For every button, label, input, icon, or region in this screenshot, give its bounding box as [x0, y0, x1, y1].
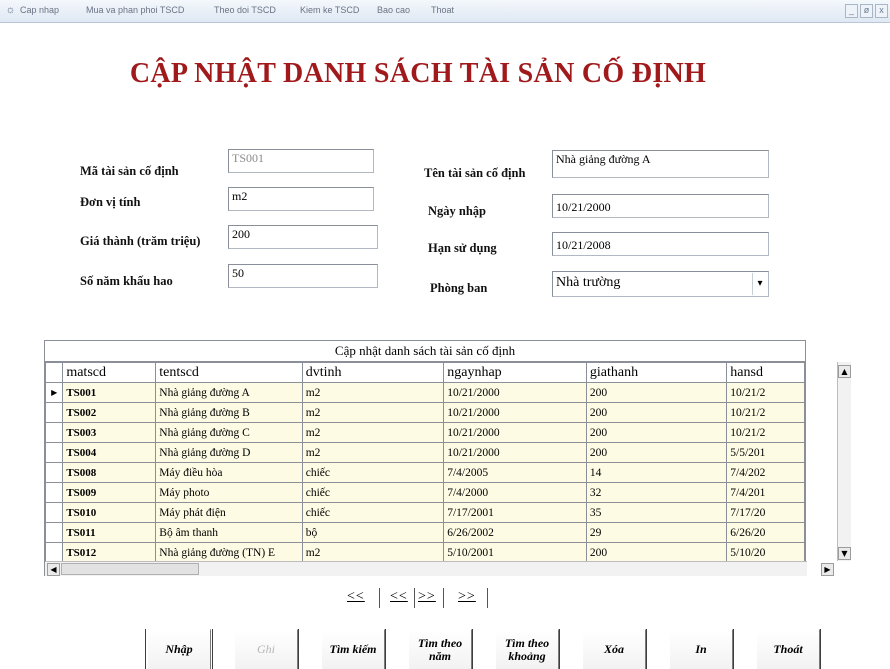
tim-theo-nam-button[interactable]: Tìm theo năm	[408, 629, 472, 669]
cell-tentscd[interactable]: Bộ âm thanh	[156, 523, 302, 543]
cell-matscd[interactable]: TS003	[63, 423, 156, 443]
menu-bar	[0, 0, 890, 23]
button-divider	[820, 629, 821, 669]
column-header-tentscd[interactable]: tentscd	[156, 363, 302, 383]
button-divider	[733, 629, 734, 669]
vertical-scrollbar[interactable]	[837, 362, 851, 561]
horizontal-scrollbar[interactable]	[45, 561, 831, 576]
scroll-thumb[interactable]	[61, 563, 199, 575]
column-header-hansd[interactable]: hansd	[727, 363, 805, 383]
cell-giathanh[interactable]: 200	[586, 543, 726, 563]
thoat-button[interactable]: Thoát	[756, 629, 820, 669]
column-header-matscd[interactable]: matscd	[63, 363, 156, 383]
row-selector[interactable]	[46, 423, 63, 443]
cell-giathanh[interactable]: 32	[586, 483, 726, 503]
last-record-button[interactable]: >>	[458, 589, 476, 604]
table-row[interactable]	[46, 463, 805, 483]
menu-thoat[interactable]: Thoat	[431, 5, 455, 15]
cell-hansd[interactable]: 10/21/2	[727, 383, 805, 403]
cell-hansd[interactable]: 7/4/202	[727, 463, 805, 483]
ngay-nhap-field[interactable]: 10/21/2000	[552, 194, 769, 218]
table-row[interactable]	[46, 443, 805, 463]
don-vi-tinh-label: Đơn vị tính	[80, 195, 141, 209]
cell-giathanh[interactable]: 29	[586, 523, 726, 543]
nav-separator	[443, 588, 444, 608]
assets-grid	[44, 340, 848, 576]
gia-thanh-field[interactable]: 200	[228, 225, 378, 249]
menu-bao-cao[interactable]: Bao cao	[377, 5, 411, 15]
prev-record-button[interactable]: <<	[390, 589, 408, 604]
row-selector[interactable]	[46, 523, 63, 543]
cell-giathanh[interactable]: 200	[586, 443, 726, 463]
ma-tai-san-field[interactable]: TS001	[228, 149, 374, 173]
cell-tentscd[interactable]: Nhà giảng đường B	[156, 403, 302, 423]
table-row[interactable]	[46, 503, 805, 523]
restore-button[interactable]: ø	[860, 4, 873, 18]
column-header-dvtinh[interactable]: dvtinh	[302, 363, 444, 383]
cell-ngaynhap[interactable]: 7/4/2000	[444, 483, 587, 503]
close-button[interactable]: x	[875, 4, 888, 18]
table-row[interactable]	[46, 483, 805, 503]
table-row[interactable]	[46, 403, 805, 423]
button-divider	[646, 629, 647, 669]
assets-table	[45, 362, 805, 563]
cell-giathanh[interactable]: 200	[586, 383, 726, 403]
menu-mua-va-phan-phoi[interactable]: Mua va phan phoi TSCD	[86, 5, 185, 15]
nhap-button[interactable]: Nhập	[147, 629, 211, 669]
cell-hansd[interactable]: 7/17/20	[727, 503, 805, 523]
cell-dvtinh[interactable]: m2	[302, 383, 444, 403]
cell-giathanh[interactable]: 35	[586, 503, 726, 523]
scroll-up-icon[interactable]: ▲	[838, 365, 851, 378]
cell-matscd[interactable]: TS011	[63, 523, 156, 543]
cell-tentscd[interactable]: Nhà giảng đường C	[156, 423, 302, 443]
cell-matscd[interactable]: TS010	[63, 503, 156, 523]
button-divider	[559, 629, 560, 669]
dropdown-arrow-icon[interactable]: ▾	[752, 273, 767, 295]
nav-separator	[487, 588, 488, 608]
cell-ngaynhap[interactable]: 6/26/2002	[444, 523, 587, 543]
nav-separator	[379, 588, 380, 608]
button-divider	[385, 629, 386, 669]
cell-dvtinh[interactable]: m2	[302, 403, 444, 423]
cell-ngaynhap[interactable]: 5/10/2001	[444, 543, 587, 563]
cell-tentscd[interactable]: Máy phát điện	[156, 503, 302, 523]
cell-matscd[interactable]: TS002	[63, 403, 156, 423]
row-selector[interactable]	[46, 403, 63, 423]
cell-matscd[interactable]: TS008	[63, 463, 156, 483]
cell-tentscd[interactable]: Nhà giảng đường A	[156, 383, 302, 403]
cell-hansd[interactable]: 10/21/2	[727, 423, 805, 443]
ma-tai-san-label: Mã tài sản cố định	[80, 164, 179, 178]
row-selector[interactable]	[46, 483, 63, 503]
xoa-button[interactable]: Xóa	[582, 629, 646, 669]
page-title: CẬP NHẬT DANH SÁCH TÀI SẢN CỐ ĐỊNH	[129, 58, 707, 89]
app-icon[interactable]: ☼	[5, 4, 16, 16]
cell-ngaynhap[interactable]: 10/21/2000	[444, 423, 587, 443]
cell-giathanh[interactable]: 200	[586, 403, 726, 423]
cell-hansd[interactable]: 6/26/20	[727, 523, 805, 543]
so-nam-khau-hao-label: Số năm khấu hao	[80, 274, 173, 288]
cell-dvtinh[interactable]: chiếc	[302, 463, 444, 483]
cell-dvtinh[interactable]: chiếc	[302, 483, 444, 503]
row-selector[interactable]	[46, 503, 63, 523]
cell-ngaynhap[interactable]: 10/21/2000	[444, 383, 587, 403]
table-row[interactable]	[46, 523, 805, 543]
phong-ban-label: Phòng ban	[430, 281, 488, 295]
column-header-giathanh[interactable]: giathanh	[586, 363, 726, 383]
cell-matscd[interactable]: TS004	[63, 443, 156, 463]
next-record-button[interactable]: >>	[418, 589, 436, 604]
ten-tai-san-field[interactable]: Nhà giảng đường A	[552, 150, 769, 178]
row-selector[interactable]	[46, 543, 63, 563]
cell-tentscd[interactable]: Máy điều hòa	[156, 463, 302, 483]
scroll-right-icon[interactable]: ▶	[821, 563, 834, 576]
in-button[interactable]: In	[669, 629, 733, 669]
cell-dvtinh[interactable]: bộ	[302, 523, 444, 543]
scroll-down-icon[interactable]: ▼	[838, 547, 851, 560]
row-selector[interactable]	[46, 443, 63, 463]
cell-tentscd[interactable]: Máy photo	[156, 483, 302, 503]
gia-thanh-label: Giá thành (trăm triệu)	[80, 234, 201, 248]
cell-ngaynhap[interactable]: 10/21/2000	[444, 403, 587, 423]
cell-dvtinh[interactable]: m2	[302, 443, 444, 463]
tim-kiem-button[interactable]: Tìm kiếm	[321, 629, 385, 669]
menu-theo-doi[interactable]: Theo doi TSCD	[214, 5, 276, 15]
column-header-ngaynhap[interactable]: ngaynhap	[444, 363, 587, 383]
button-divider	[212, 629, 213, 669]
so-nam-khau-hao-field[interactable]: 50	[228, 264, 378, 288]
ghi-button[interactable]: Ghi	[234, 629, 298, 669]
button-divider	[145, 629, 146, 669]
cell-hansd[interactable]: 7/4/201	[727, 483, 805, 503]
cell-giathanh[interactable]: 14	[586, 463, 726, 483]
menu-kiem-ke[interactable]: Kiem ke TSCD	[300, 5, 360, 15]
cell-dvtinh[interactable]: chiếc	[302, 503, 444, 523]
tim-theo-khoang-button[interactable]: Tìm theo khoảng	[495, 629, 559, 669]
cell-matscd[interactable]: TS001	[63, 383, 156, 403]
han-su-dung-label: Hạn sử dụng	[428, 241, 497, 255]
minimize-button[interactable]: _	[845, 4, 858, 18]
cell-dvtinh[interactable]: m2	[302, 543, 444, 563]
table-row[interactable]	[46, 543, 805, 563]
row-selector[interactable]	[46, 463, 63, 483]
button-divider	[298, 629, 299, 669]
cell-ngaynhap[interactable]: 10/21/2000	[444, 443, 587, 463]
cell-ngaynhap[interactable]: 7/4/2005	[444, 463, 587, 483]
row-selector-header	[46, 363, 63, 383]
cell-tentscd[interactable]: Nhà giảng đường (TN) E	[156, 543, 302, 563]
han-su-dung-field[interactable]: 10/21/2008	[552, 232, 769, 256]
phong-ban-value: Nhà trường	[556, 275, 621, 290]
cell-matscd[interactable]: TS009	[63, 483, 156, 503]
menu-cap-nhap[interactable]: Cap nhap	[20, 5, 60, 15]
cell-dvtinh[interactable]: m2	[302, 423, 444, 443]
cell-ngaynhap[interactable]: 7/17/2001	[444, 503, 587, 523]
button-divider	[472, 629, 473, 669]
nav-separator	[414, 588, 415, 608]
cell-hansd[interactable]: 10/21/2	[727, 403, 805, 423]
table-header-row	[46, 363, 805, 383]
cell-hansd[interactable]: 5/5/201	[727, 443, 805, 463]
first-record-button[interactable]: <<	[347, 589, 365, 604]
phong-ban-select[interactable]	[552, 271, 769, 297]
cell-matscd[interactable]: TS012	[63, 543, 156, 563]
table-row[interactable]	[46, 383, 805, 403]
scroll-left-icon[interactable]: ◀	[47, 563, 60, 576]
current-row-icon[interactable]: ▶	[46, 383, 63, 403]
grid-caption: Cập nhật danh sách tài sản cố định	[45, 341, 805, 362]
cell-tentscd[interactable]: Nhà giảng đường D	[156, 443, 302, 463]
ten-tai-san-label: Tên tài sản cố định	[424, 166, 526, 180]
don-vi-tinh-field[interactable]: m2	[228, 187, 374, 211]
table-row[interactable]	[46, 423, 805, 443]
ngay-nhap-label: Ngày nhập	[428, 204, 487, 218]
cell-hansd[interactable]: 5/10/20	[727, 543, 805, 563]
cell-giathanh[interactable]: 200	[586, 423, 726, 443]
